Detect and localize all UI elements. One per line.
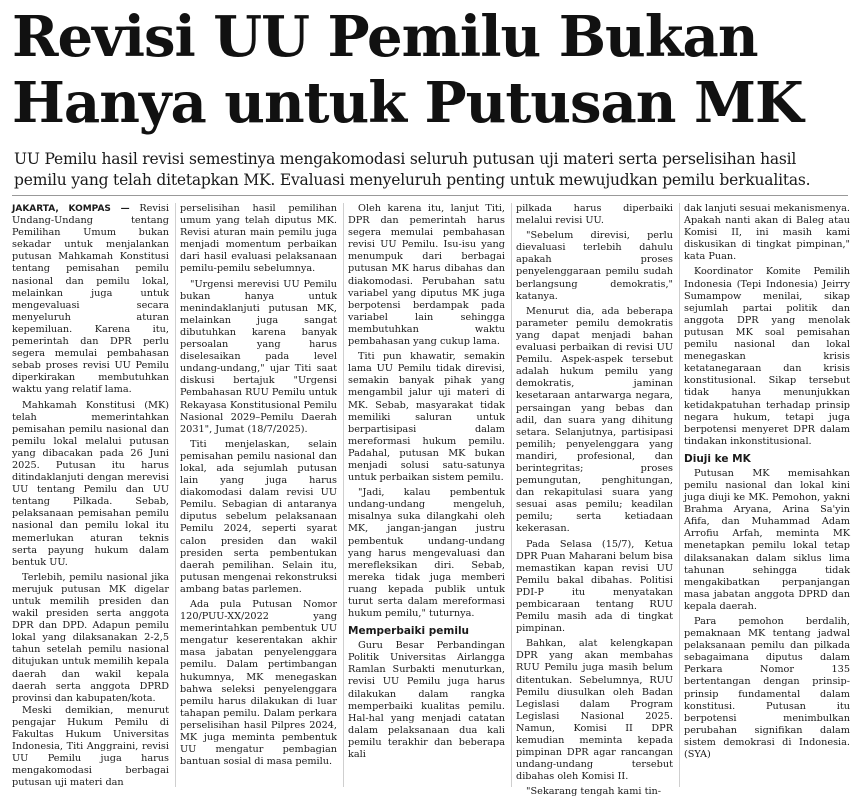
paragraph: "Jadi, kalau pembentuk undang-undang mengeluh, misalnya suka dilangkahi oleh MK, jangan-jangan justru pembentuk undang-undang yang harus mengevaluasi dan merefleksikan diri. Sebab, mereka tidak juga memberi ruang kepada publik untuk turut serta dalam mereformasi hukum pemilu," tuturnya. <box>348 487 505 620</box>
paragraph: Guru Besar Perbandingan Politik Universitas Airlangga Ramlan Surbakti menuturkan, revisi UU Pemilu juga harus dilakukan dalam rangka memperbaiki kualitas pemilu. Hal-hal yang menjadi catatan dalam pelaksanaan dua kali pemilu terakhir dan beberapa kali <box>348 640 505 761</box>
paragraph: Pada Selasa (15/7), Ketua DPR Puan Maharani belum bisa memastikan kapan revisi UU Pemilu bakal dibahas. Politisi PDI-P itu menyatakan pembicaraan tentang RUU Pemilu masih ada di tingkat pimpinan. <box>516 538 673 635</box>
paragraph: Oleh karena itu, lanjut Titi, DPR dan pemerintah harus segera memulai pembahasan revisi UU Pemilu. Isu-isu yang menumpuk dari berbagai putusan MK harus dibahas dan diakomodasi. Perubahan satu variabel yang diputus MK juga berpotensi berdampak pada variabel lain sehingga membutuhkan waktu pembahasan yang cukup lama. <box>348 203 505 348</box>
paragraph: "Sekarang tengah kami tin- <box>526 786 662 798</box>
article-column-4 <box>516 203 673 798</box>
section-subhead: Memperbaiki pemilu <box>348 625 470 638</box>
headline <box>12 4 852 136</box>
dateline: JAKARTA, KOMPAS — <box>12 204 130 214</box>
paragraph-text: Revisi Undang-Undang tentang Pemilihan Umum bukan sekadar untuk menjalankan putusan Mahkamah Konstitusi tentang pemisahan pemilu nasional dan pemilu lokal, melainkan juga untuk mengevaluasi secara menyeluruh aturan kepemiluan. Karena itu, pemerintah dan DPR perlu segera memulai pembahasan sebab proses revisi UU Pemilu diperkirakan membutuhkan waktu yang relatif lama. <box>12 203 169 396</box>
article-column-2 <box>180 203 337 787</box>
paragraph: Menurut dia, ada beberapa parameter pemilu demokratis yang dapat menjadi bahan evaluasi perbaikan di revisi UU Pemilu. Aspek-aspek tersebut adalah hukum pemilu yang demokratis, jaminan kesetaraan antarwarga negara, persaingan yang bebas dan adil, dan suara yang dihitung setara. Selanjutnya, partisipasi pemilih; penyelenggara yang mandiri, profesional, dan berintegritas; proses pemungutan, penghitungan, dan rekapitulasi suara yang sesuai asas pemilu; keadilan pemilu; serta ketiadaan kekerasan. <box>516 305 673 535</box>
paragraph: Ada pula Putusan Nomor 120/PUU-XX/2022 yang memerintahkan pembentuk UU mengatur keserentakan akhir masa jabatan penyelenggara pemilu. Dalam pertimbangan hukumnya, MK menegaskan bahwa seleksi penyelenggara pemilu harus dilakukan di luar tahapan pemilu. Dalam perkara perselisihan hasil Pilpres 2024, MK juga meminta pembentuk UU mengatur pembagian bantuan sosial di masa pemilu. <box>180 599 337 768</box>
paragraph <box>12 203 169 397</box>
paragraph: pilkada harus diperbaiki melalui revisi UU. <box>516 203 673 227</box>
paragraph: Para pemohon berdalih, pemaknaan MK tentang jadwal pelaksanaan pemilu dan pilkada sebagaimana diputus dalam Perkara Nomor 135 bertentangan dengan prinsip-prinsip fundamental dalam konstitusi. Putusan itu berpotensi menimbulkan perubahan signifikan dalam sistem demokrasi di Indonesia. (SYA) <box>684 616 850 761</box>
article-body <box>12 203 850 798</box>
paragraph: Titi menjelaskan, selain pemisahan pemilu nasional dan lokal, ada sejumlah putusan lain yang juga harus diakomodasi dalam revisi UU Pemilu. Sebagian di antaranya diputus sebelum pelaksanaan Pemilu 2024, seperti syarat calon presiden dan wakil presiden serta pembentukan daerah pemilihan. Selain itu, putusan mengenai rekonstruksi ambang batas parlemen. <box>180 438 337 595</box>
paragraph: Putusan MK memisahkan pemilu nasional dan lokal kini juga diuji ke MK. Pemohon, yakni Brahma Aryana, Arina Sa'yin Afifa, dan Muhammad Adam Arrofiu Arfah, meminta MK menetapkan pemilu lokal tetap dilaksanakan dalam siklus lima tahunan sehingga tidak mengakibatkan perpanjangan masa jabatan anggota DPRD dan kepala daerah. <box>684 467 850 612</box>
paragraph: Terlebih, pemilu nasional jika merujuk putusan MK digelar untuk memilih presiden dan wakil presiden serta anggota DPR dan DPD. Adapun pemilu lokal yang dilaksanakan 2-2,5 tahun setelah pemilu nasional ditujukan untuk memilih kepala daerah dan wakil kepala daerah serta anggota DPRD provinsi dan kabupaten/kota. <box>12 571 169 704</box>
paragraph: Mahkamah Konstitusi (MK) telah memerintahkan pemisahan pemilu nasional dan pemilu lokal melalui putusan yang dibacakan pada 26 Juni 2025. Putusan itu harus ditindaklanjuti dengan merevisi UU tentang Pemilu dan UU tentang Pilkada. Sebab, pelaksanaan pemisahan pemilu nasional dan pemilu lokal itu memerlukan aturan teknis serta payung hukum dalam bentuk UU. <box>12 399 169 568</box>
paragraph: perselisihan hasil pemilihan umum yang telah diputus MK. Revisi aturan main pemilu juga menjadi momentum perbaikan dari hasil evaluasi pelaksanaan pemilu-pemilu sebelumnya. <box>180 203 337 275</box>
paragraph: Titi pun khawatir, semakin lama UU Pemilu tidak direvisi, semakin banyak pihak yang mengambil jalur uji materi di MK. Sebab, masyarakat tidak memiliki saluran untuk berpartisipasi dalam mereformasi hukum pemilu. Padahal, putusan MK bukan menjadi solusi satu-satunya untuk perbaikan sistem pemilu. <box>348 351 505 484</box>
paragraph: Meski demikian, menurut pengajar Hukum Pemilu di Fakultas Hukum Universitas Indonesia, Titi Anggraini, revisi UU Pemilu juga harus mengakomodasi berbagai putusan uji materi dan <box>12 704 169 789</box>
paragraph: Bahkan, alat kelengkapan DPR yang akan membahas RUU Pemilu juga masih belum ditentukan. Sebelumnya, RUU Pemilu diusulkan oleh Badan Legislasi dalam Program Legislasi Nasional 2025. Namun, Komisi II DPR kemudian meminta kepada pimpinan DPR agar rancangan undang-undang tersebut dibahas oleh Komisi II. <box>516 638 673 783</box>
headline-line-1: Revisi UU Pemilu Bukan <box>12 4 758 70</box>
paragraph: "Sebelum direvisi, perlu dievaluasi terlebih dahulu apakah proses penyelenggaraan pemilu sudah berlangsung demokratis," katanya. <box>516 230 673 302</box>
lede-divider <box>12 195 848 196</box>
paragraph: dak lanjuti sesuai mekanismenya. Apakah nanti akan di Baleg atau Komisi II, ini masih kami diskusikan di tingkat pimpinan," kata Puan. <box>684 203 850 263</box>
headline-line-2: Hanya untuk Putusan MK <box>12 70 803 136</box>
article-column-1 <box>12 203 169 787</box>
lede: UU Pemilu hasil revisi semestinya mengakomodasi seluruh putusan uji materi serta perselisihan hasil pemilu yang telah ditetapkan MK. Evaluasi menyeluruh penting untuk mewujudkan pemilu berkualitas. <box>14 150 811 189</box>
article-column-5 <box>684 203 850 787</box>
article-column-3 <box>348 203 505 787</box>
paragraph: Koordinator Komite Pemilih Indonesia (Tepi Indonesia) Jeirry Sumampow menilai, sikap sejumlah partai politik dan anggota DPR yang menolak putusan MK soal pemisahan pemilu nasional dan lokal menegaskan krisis ketatanegaraan dan krisis konstitusional. Sikap tersebut tidak hanya menunjukkan ketidakpatuhan terhadap prinsip negara hukum, tetapi juga berpotensi menyeret DPR dalam tindakan inkonstitusional. <box>684 266 850 447</box>
paragraph: "Urgensi merevisi UU Pemilu bukan hanya untuk menindaklanjuti putusan MK, melainkan juga sangat dibutuhkan karena banyak persoalan yang harus diselesaikan pada level undang-undang," ujar Titi saat diskusi bertajuk "Urgensi Pembahasan RUU Pemilu untuk Rekayasa Konstitusional Pemilu Nasional 2029–Pemilu Daerah 2031", Jumat (18/7/2025). <box>180 278 337 435</box>
section-subhead: Diuji ke MK <box>684 452 751 465</box>
